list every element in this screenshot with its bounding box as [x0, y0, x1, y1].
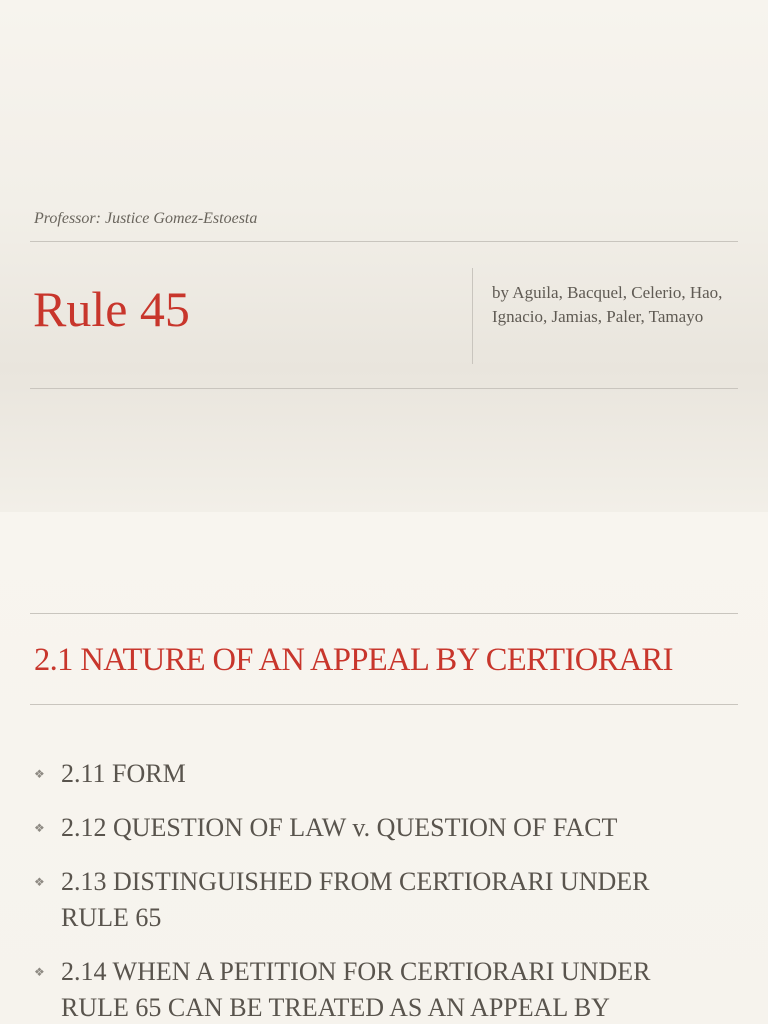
bullet-item-form [0, 756, 721, 792]
bullet-item-question-of-law [0, 810, 721, 846]
diamond-cluster-icon: ❖ [34, 821, 45, 835]
diamond-cluster-icon: ❖ [34, 767, 45, 781]
section-divider-bottom [30, 704, 738, 705]
bullet-text: 2.11 FORM [61, 759, 186, 788]
vertical-divider [472, 268, 473, 364]
bullet-text: 2.13 DISTINGUISHED FROM CERTIORARI UNDER RULE 65 [61, 867, 650, 932]
slide-title: Rule 45 [33, 281, 190, 337]
professor-caption: Professor: Justice Gomez-Estoesta [34, 210, 258, 227]
divider-bottom [30, 388, 738, 389]
bullet-text: 2.12 QUESTION OF LAW v. QUESTION OF FACT [61, 813, 618, 842]
diamond-cluster-icon: ❖ [34, 965, 45, 979]
section-divider-top [30, 613, 738, 614]
bullet-list [0, 756, 721, 1024]
section-slide [0, 512, 768, 1024]
section-heading: 2.1 NATURE OF AN APPEAL BY CERTIORARI [34, 642, 673, 678]
bullet-text: 2.14 WHEN A PETITION FOR CERTIORARI UNDER RULE 65 CAN BE TREATED AS AN APPEAL BY [61, 957, 651, 1022]
divider-top [30, 241, 738, 242]
authors-text: by Aguila, Bacquel, Celerio, Hao, Ignacio, Jamias, Paler, Tamayo [492, 283, 723, 326]
diamond-cluster-icon: ❖ [34, 875, 45, 889]
bullet-item-when-petition [0, 954, 721, 1024]
bullet-item-distinguished [0, 864, 721, 936]
